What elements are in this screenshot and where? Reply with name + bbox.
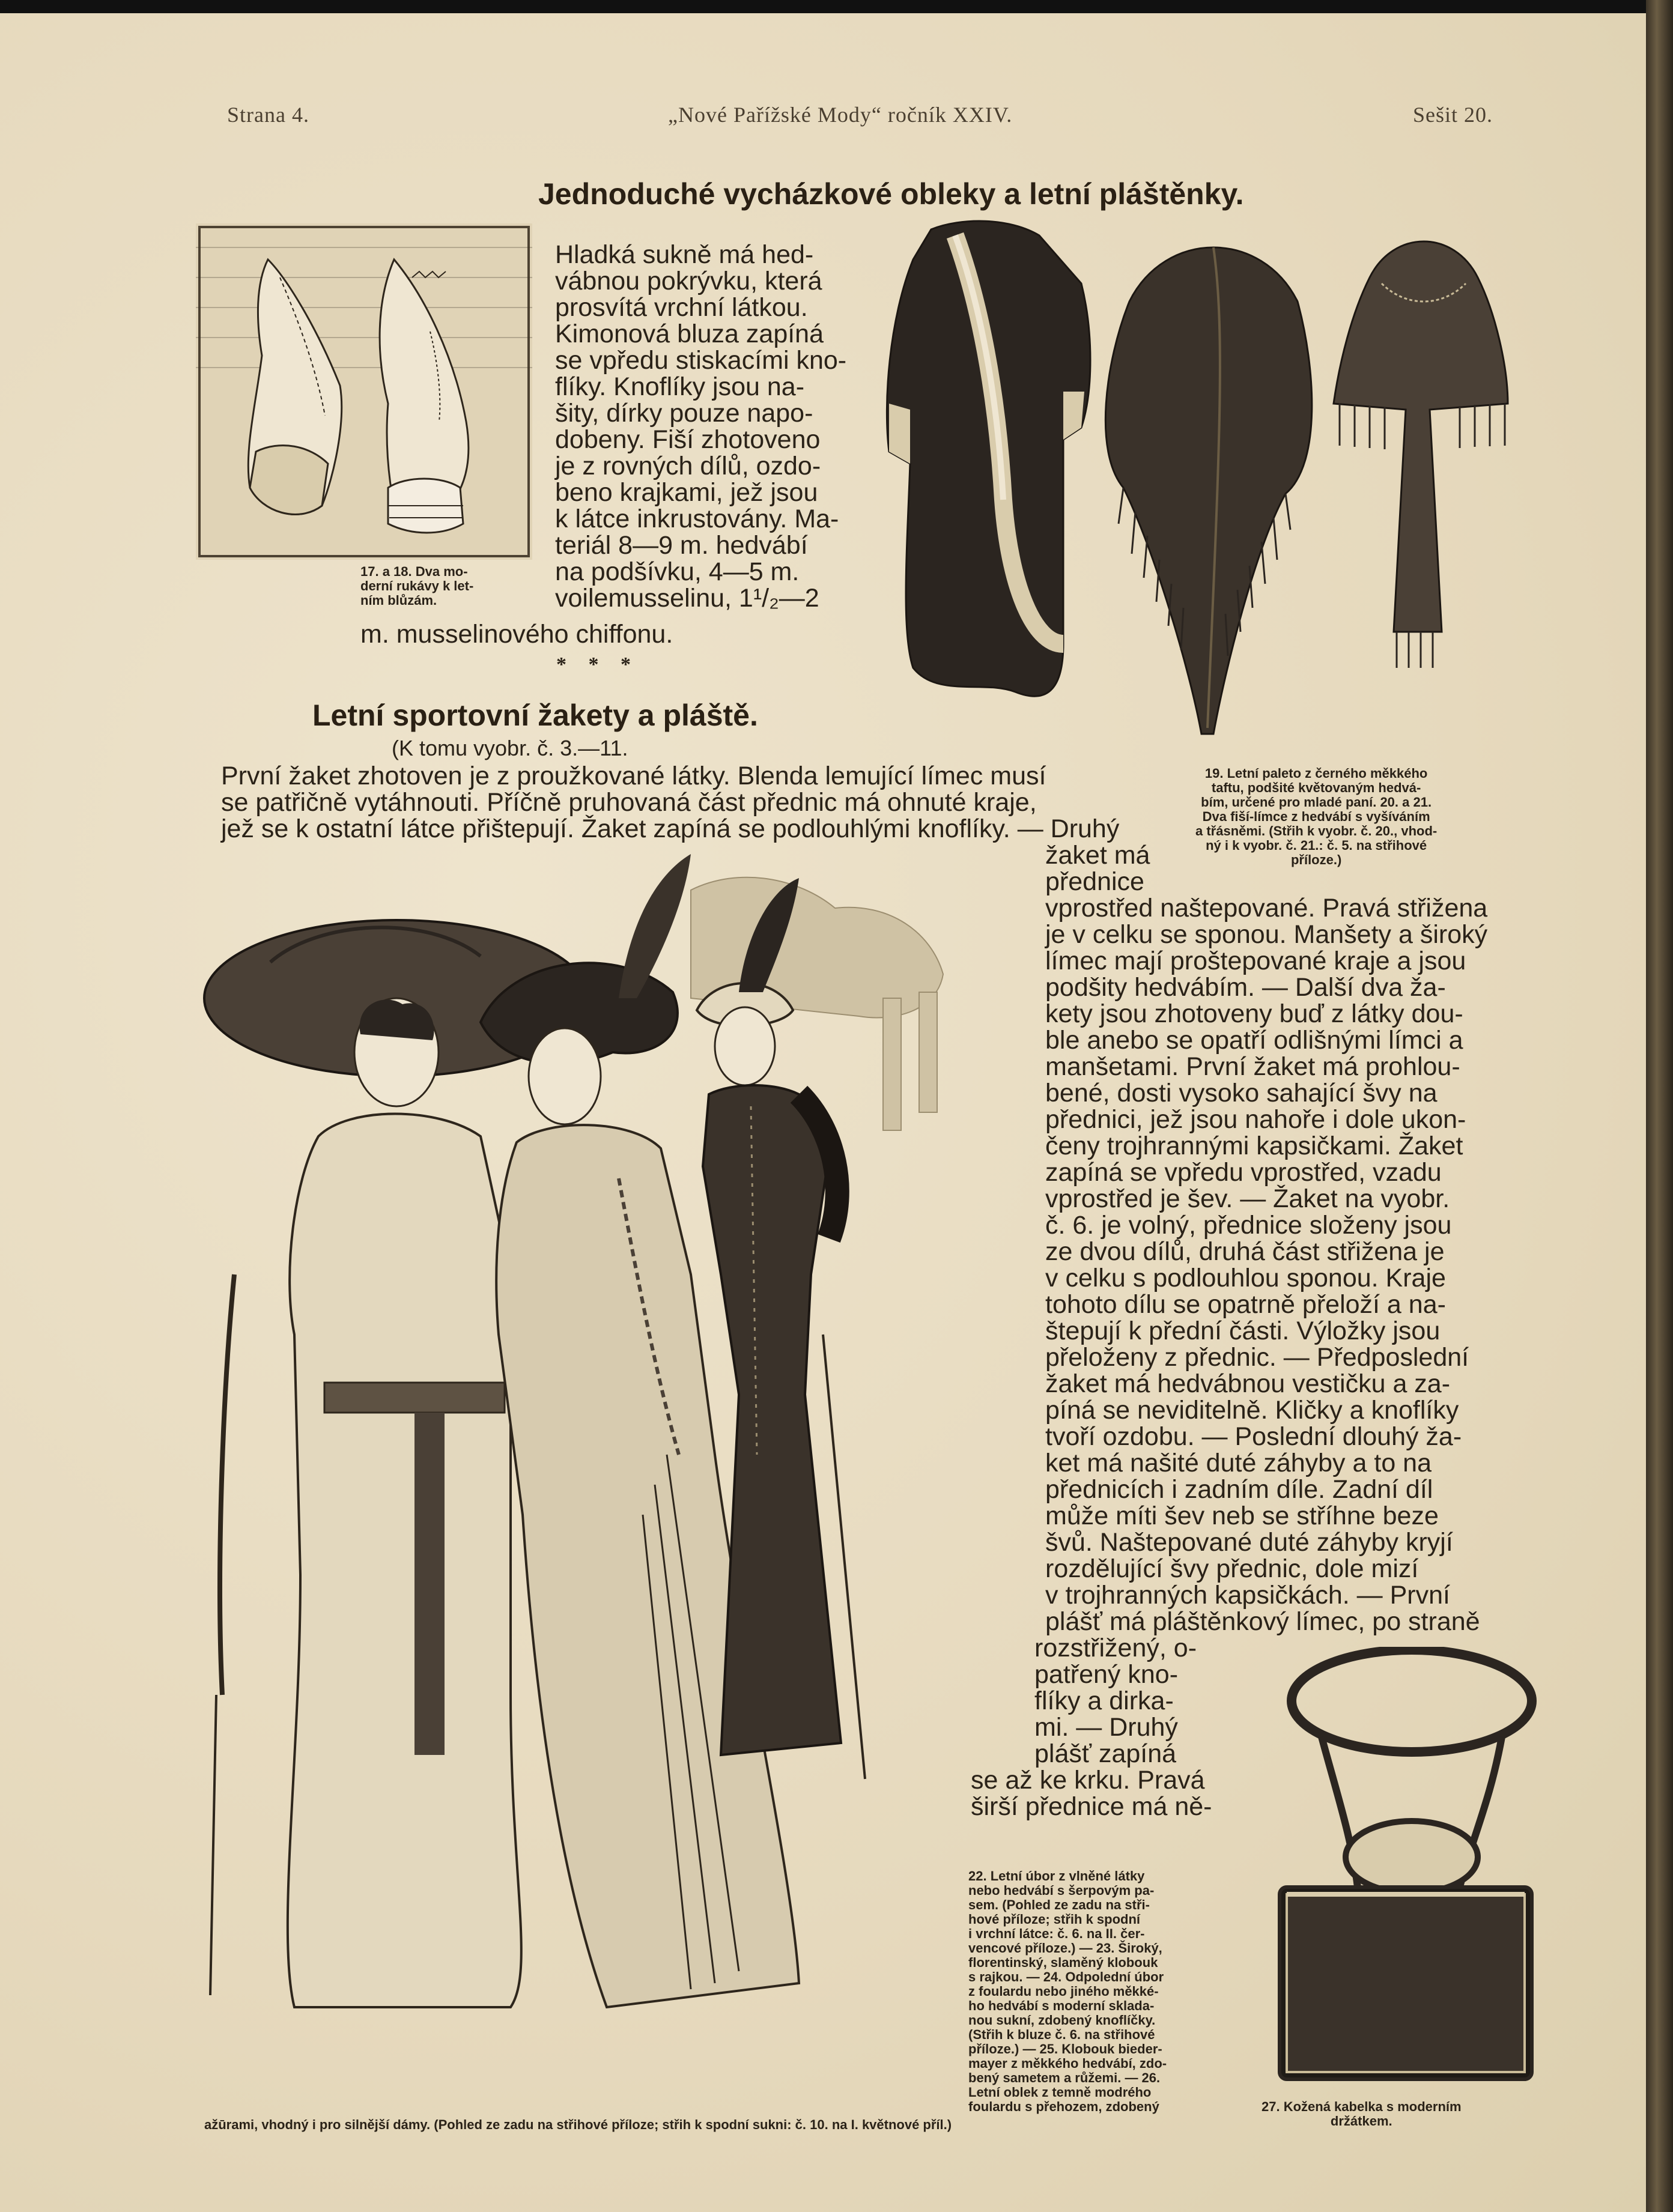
handbag-caption (1262, 2100, 1462, 2129)
caption-line: 27. Kožená kabelka s moderním (1262, 2099, 1462, 2114)
caption-line: ním blůzám. (360, 593, 437, 608)
text-line: Kimonová bluza zapíná (555, 320, 824, 348)
text-line: širší přednice má ně- (971, 1792, 1212, 1821)
text-line: prosvítá vrchní látkou. (555, 293, 808, 322)
caption-line: mayer z měkkého hedvábí, zdo- (968, 2056, 1167, 2071)
text-line: patřený kno- (1034, 1660, 1179, 1689)
caption-line: Letní oblek z temně modrého (968, 2085, 1152, 2100)
text-line: mi. — Druhý (1034, 1713, 1178, 1742)
ensembles-caption (968, 1869, 1167, 2114)
text-line: žaket má hedvábnou vestičku a za- (1045, 1369, 1451, 1398)
text-line: štepují k přední části. Výložky jsou (1045, 1317, 1441, 1345)
caption-line: hové příloze; střih k spodní (968, 1912, 1141, 1927)
magazine-title: „Nové Pařížské Mody“ ročník XXIV. (668, 103, 1013, 127)
caption-line: bený sametem a růžemi. — 26. (968, 2070, 1161, 2085)
text-line: přeloženy z přednic. — Předposlední (1045, 1343, 1469, 1372)
text-line: č. 6. je volný, přednice složeny jsou (1045, 1211, 1452, 1240)
text-line: beno krajkami, jež jsou (555, 478, 818, 507)
caption-line: 17. a 18. Dva mo- (360, 564, 468, 579)
caption-line: taftu, podšité květovaným hedvá- (1211, 780, 1421, 795)
text-line: na podšívku, 4—5 m. (555, 557, 800, 586)
ensembles-caption-tail: ažūrami, vhodný i pro silnější dámy. (Pohled ze zadu na střihové příloze; střih k spodní sukni: č. 10. na I. květnové příl.) (204, 2117, 952, 2132)
caption-line: sem. (Pohled ze zadu na stři- (968, 1897, 1150, 1912)
handbag-illustration (1268, 1647, 1544, 2091)
text-line: ket má našité duté záhyby a to na (1045, 1449, 1432, 1477)
text-line: švů. Naštepované duté záhyby kryjí (1045, 1528, 1453, 1557)
section1-last-line: m. musselinového chiffonu. (360, 620, 673, 649)
magazine-page (0, 13, 1646, 2212)
caption-line: nou sukní, zdobený knoflíčky. (968, 2013, 1156, 2028)
text-line: kety jsou zhotoveny buď z látky dou- (1045, 999, 1463, 1028)
text-line: se patřičně vytáhnouti. Příčně pruhovaná část přednic má ohnuté kraje, (221, 788, 1037, 817)
text-line: ble anebo se opatří odlišnými límci a (1045, 1026, 1463, 1055)
section2-narrow-column (1034, 1635, 1197, 1767)
text-line: může míti šev neb se stříhne beze (1045, 1501, 1439, 1530)
text-line: jež se k ostatní látce přištepují. Žaket zapíná se podlouhlými knoflíky. — Druhý (221, 814, 1120, 843)
text-line: tvoří ozdobu. — Poslední dlouhý ža- (1045, 1422, 1462, 1451)
text-line: vprostřed naštepované. Pravá střižena (1045, 894, 1488, 923)
text-line: přednice (1045, 867, 1144, 896)
text-line: rozstřižený, o- (1034, 1634, 1197, 1662)
text-line: je v celku se sponou. Manšety a široký (1045, 920, 1488, 949)
caption-line: s rajkou. — 24. Odpolední úbor (968, 1969, 1164, 1984)
caption-line: derní rukávy k let- (360, 578, 474, 593)
page-spine (1646, 0, 1673, 2212)
text-line: šity, dírky pouze napo- (555, 399, 813, 428)
text-line: ze dvou dílů, druhá část střižena je (1045, 1237, 1445, 1266)
section2-title: Letní sportovní žakety a pláště. (312, 698, 758, 732)
caption-line: i vrchní látce: č. 6. na II. čer- (968, 1926, 1145, 1941)
section2-subtitle: (K tomu vyobr. č. 3.—11. (392, 736, 628, 760)
text-line: vábnou pokrývku, která (555, 267, 822, 295)
caption-line: držátkem. (1330, 2114, 1392, 2129)
caption-line: z foulardu nebo jiného měkké- (968, 1984, 1159, 1999)
text-line: přednici, jež jsou nahoře i dole ukon- (1045, 1105, 1466, 1134)
ensembles-illustration (198, 854, 1033, 2067)
caption-line: florentinský, slaměný klobouk (968, 1955, 1158, 1970)
caption-line: Dva fiší-límce z hedvábí s vyšíváním (1202, 809, 1430, 824)
section2-column (1045, 895, 1487, 1635)
caption-line: a třásněmi. (Střih k vyobr. č. 20., vhod- (1195, 823, 1438, 838)
text-line: plášť má pláštěnkový límec, po straně (1045, 1607, 1480, 1636)
issue-number: Sešit 20. (1413, 103, 1493, 127)
text-line: flíky a dirka- (1034, 1686, 1174, 1715)
text-line: voilemusselinu, 1¹/₂—2 (555, 584, 819, 613)
caption-line: ho hedvábí s moderní sklada- (968, 1998, 1155, 2013)
text-line: žaket má (1045, 841, 1150, 870)
caption-line: 19. Letní paleto z černého měkkého (1204, 766, 1428, 781)
caption-line: ný i k vyobr. č. 21.: č. 5. na střihové (1206, 838, 1427, 853)
text-line: Hladká sukně má hed- (555, 240, 814, 269)
text-line: k látce inkrustovány. Ma- (555, 505, 839, 533)
caption-line: bím, určené pro mladé paní. 20. a 21. (1201, 795, 1432, 810)
text-line: se až ke krku. Pravá (971, 1766, 1205, 1795)
text-line: tohoto dílu se opatrně přeloží a na- (1045, 1290, 1446, 1319)
section2-intro (221, 763, 1119, 842)
text-line: První žaket zhotoven je z proužkované látky. Blenda lemující límec musí (221, 762, 1046, 790)
section1-title: Jednoduché vycházkové obleky a letní pláštěnky. (538, 177, 1244, 211)
text-line: se vpředu stiskacími kno- (555, 346, 847, 375)
text-line: bené, dosti vysoko sahající švy na (1045, 1079, 1438, 1108)
text-line: píná se neviditelně. Kličky a knoflíky (1045, 1396, 1459, 1425)
section2-narrow (1045, 842, 1150, 895)
text-line: límec mají proštepované kraje a jsou (1045, 947, 1466, 975)
text-line: v celku s podlouhlou sponou. Kraje (1045, 1264, 1446, 1292)
text-line: vprostřed je šev. — Žaket na vyobr. (1045, 1184, 1450, 1213)
capes-illustration (865, 211, 1526, 770)
text-line: přednicích i zadním díle. Zadní díl (1045, 1475, 1433, 1504)
text-line: čeny trojhrannými kapsičkami. Žaket (1045, 1132, 1463, 1160)
section-separator: * * * (556, 653, 631, 676)
text-line: manšetami. První žaket má prohlou- (1045, 1052, 1460, 1081)
text-line: plášť zapíná (1034, 1739, 1177, 1768)
caption-line: (Střih k bluze č. 6. na střihové (968, 2027, 1155, 2042)
page-number: Strana 4. (227, 103, 309, 127)
text-line: v trojhranných kapsičkách. — První (1045, 1581, 1450, 1610)
text-line: zapíná se vpředu vprostřed, vzadu (1045, 1158, 1442, 1187)
caption-line: 22. Letní úbor z vlněné látky (968, 1868, 1145, 1883)
caption-line: vencové příloze.) — 23. Široký, (968, 1941, 1162, 1956)
text-line: rozdělující švy přednic, dole mizí (1045, 1554, 1419, 1583)
sleeves-caption (360, 565, 473, 608)
text-line: podšity hedvábím. — Další dva ža- (1045, 973, 1446, 1002)
text-line: flíky. Knoflíky jsou na- (555, 372, 805, 401)
text-line: je z rovných dílů, ozdo- (555, 452, 821, 480)
caption-line: příloze.) — 25. Klobouk bieder- (968, 2041, 1162, 2056)
section1-body (555, 241, 846, 611)
caption-line: příloze.) (1290, 852, 1342, 867)
caption-line: nebo hedvábí s šerpovým pa- (968, 1883, 1155, 1898)
capes-caption (1195, 766, 1437, 867)
sleeves-illustration (196, 223, 532, 560)
caption-line: foulardu s přehozem, zdobený (968, 2099, 1159, 2114)
text-line: dobeny. Fiší zhotoveno (555, 425, 821, 454)
text-line: teriál 8—9 m. hedvábí (555, 531, 808, 560)
